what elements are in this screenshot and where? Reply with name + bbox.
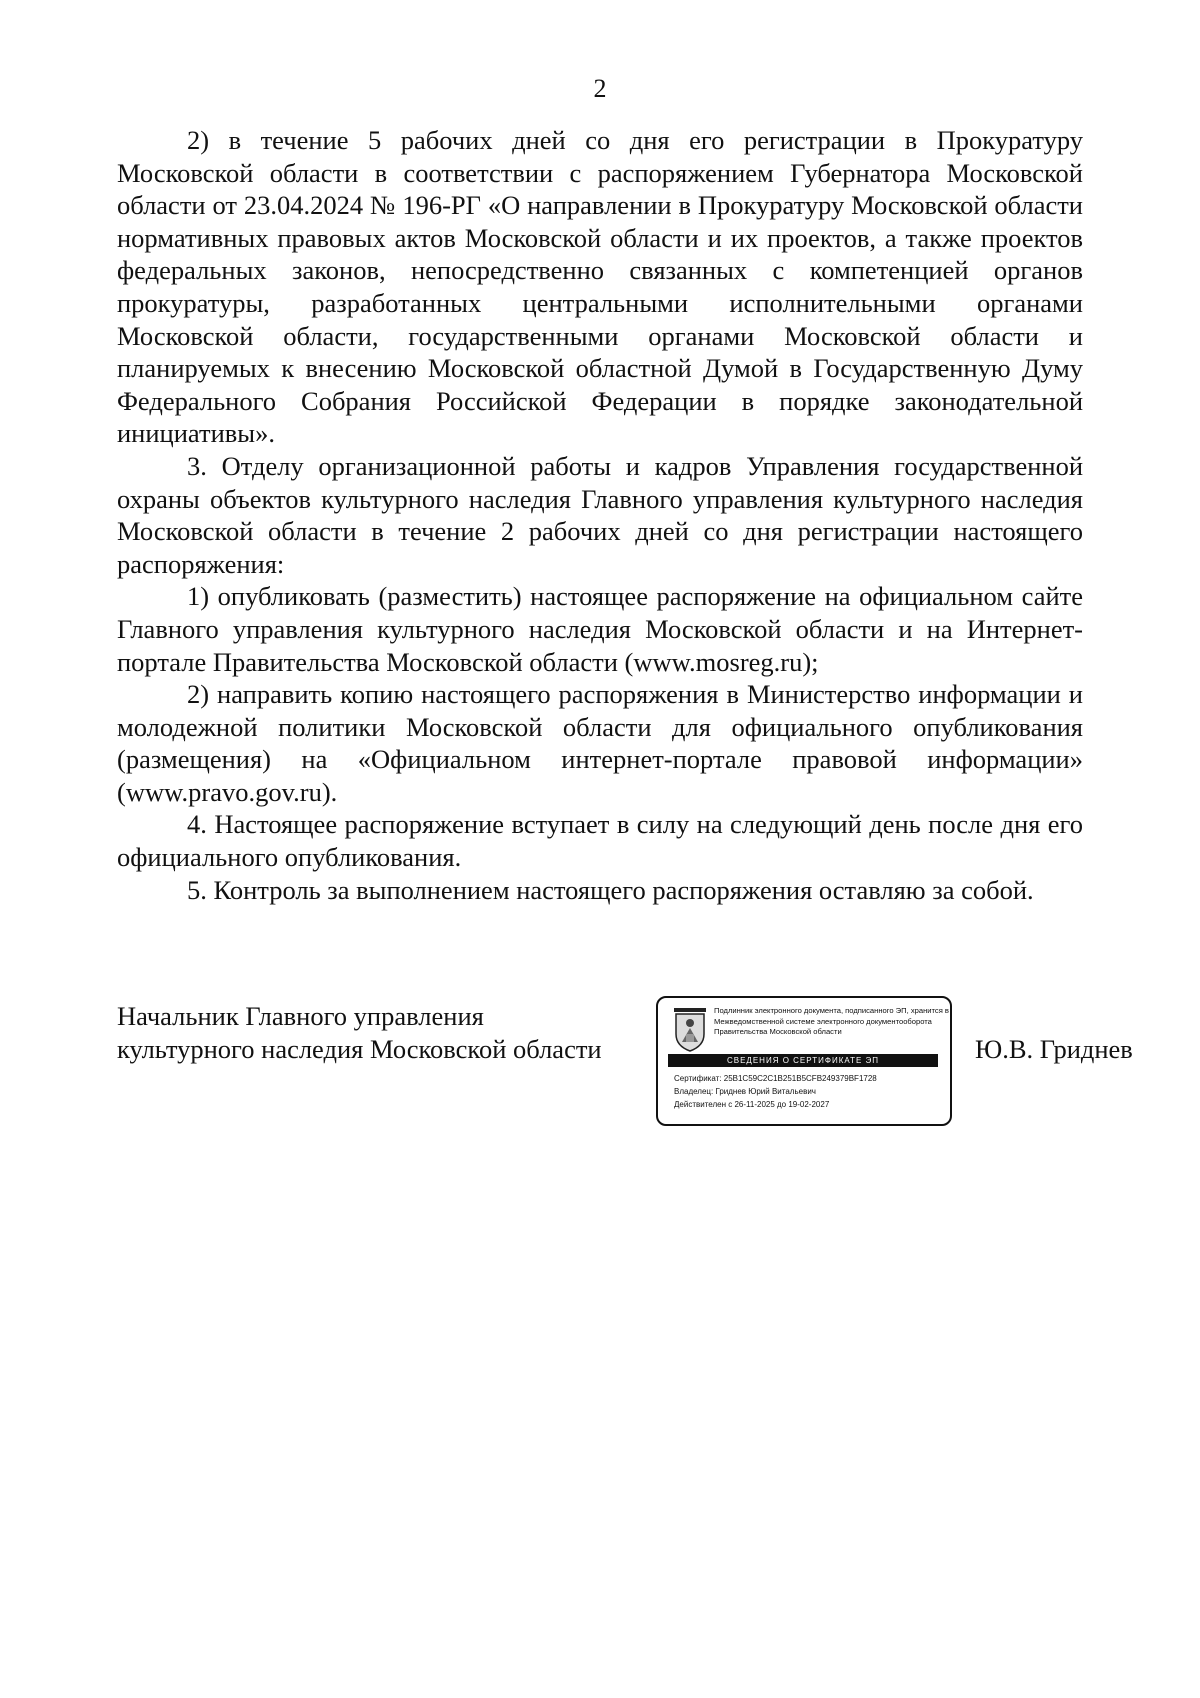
stamp-validity: Действителен с 26-11-2025 до 19-02-2027 — [674, 1100, 830, 1109]
stamp-owner: Владелец: Гриднев Юрий Витальевич — [674, 1087, 816, 1096]
stamp-certificate: Сертификат: 25B1C59C2C1B251B5CFB249379BF1728 — [674, 1074, 877, 1083]
paragraph-item-5: 5. Контроль за выполнением настоящего распоряжения оставляю за собой. — [187, 874, 1034, 905]
paragraph-send-copy: 2) направить копию настоящего распоряжения в Министерство информации и молодежной политики Московской области для официального опубликования (размещения) на «Официальном интернет-портале правовой информации» (www.pravo.gov.ru). — [117, 679, 1083, 807]
signatory-title-line1: Начальник Главного управления — [117, 1001, 484, 1031]
page-number: 2 — [593, 74, 607, 103]
paragraph-item-3: 3. Отделу организационной работы и кадров Управления государственной охраны объектов культурного наследия Главного управления культурного наследия Московской области в течение 2 рабочих дней со дня регистрации настоящего распоряжения: — [117, 450, 1083, 579]
paragraph-publish-website: 1) опубликовать (разместить) настоящее распоряжение на официальном сайте Главного управления культурного наследия Московской области и на Интернет-портале Правительства Московской области (www.mosreg.ru); — [117, 581, 1083, 677]
document-body — [117, 124, 1083, 906]
signatory-name: Ю.В. Гриднев — [975, 1034, 1133, 1064]
paragraph-prosecutor-submission: 2) в течение 5 рабочих дней со дня его регистрации в Прокуратуру Московской области в соответствии с распоряжением Губернатора Московской области от 23.04.2024 № 196-РГ «О направлении в Прокуратуру Московской области нормативных правовых актов Московской области и их проектов, а также проектов федеральных законов, непосредственно связанных с компетенцией органов прокуратуры, разработанных центральными исполнительными органами Московской области, государственными органами Московской области и планируемых к внесению Московской областной Думой в Государственную Думу Федерального Собрания Российской Федерации в порядке законодательной инициативы». — [117, 125, 1083, 449]
electronic-signature-stamp — [656, 996, 952, 1126]
moscow-oblast-coat-of-arms-icon — [672, 1008, 708, 1052]
signatory-title — [117, 1000, 602, 1065]
paragraph-item-4: 4. Настоящее распоряжение вступает в силу на следующий день после дня его официального опубликования. — [117, 809, 1083, 873]
stamp-header: СВЕДЕНИЯ О СЕРТИФИКАТЕ ЭП — [668, 1054, 938, 1067]
stamp-notice: Подлинник электронного документа, подписанного ЭП, хранится в Межведомственной системе электронного документооборота Правительства Московской области — [714, 1006, 949, 1036]
signatory-title-line2: культурного наследия Московской области — [117, 1033, 602, 1064]
